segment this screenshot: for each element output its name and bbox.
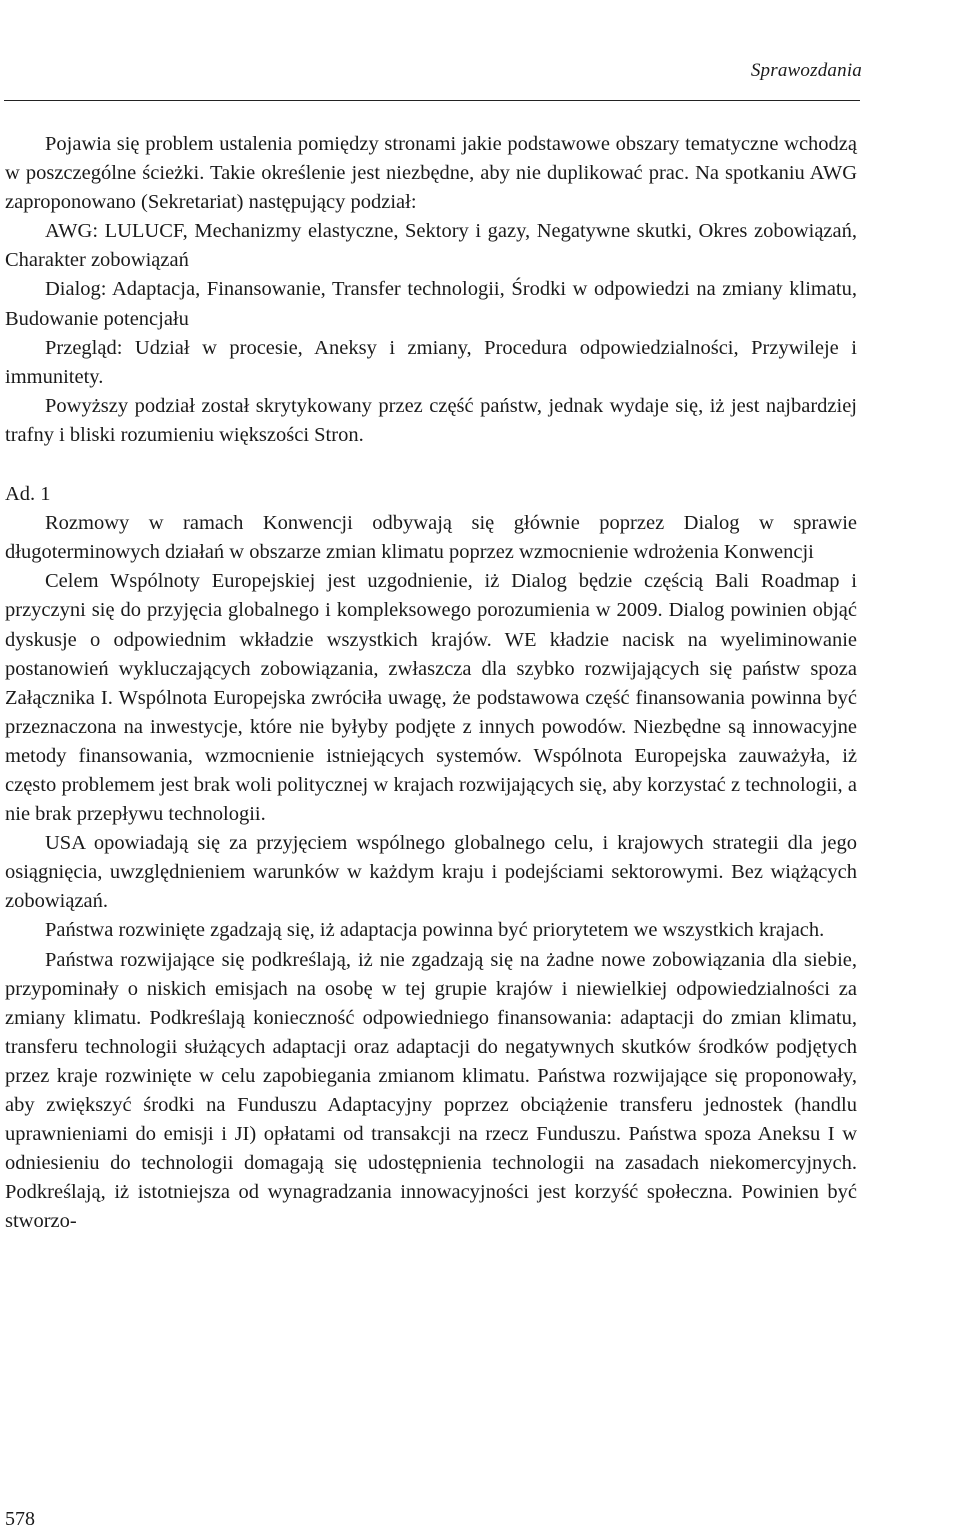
paragraph-we: Celem Wspólnoty Europejskiej jest uzgodnienie, iż Dialog będzie częścią Bali Roadmap i przyczyni się do przyjęcia globalnego i kompleksowego porozumienia w 2009. Dialog powinien objąć dyskusje o odpowiednim wkładzie wszystkich krajów. WE kładzie nacisk na wyeliminowanie postanowień wykluczających zobowiązania, zwłaszcza dla szybko rozwijających się państw spoza Załącznika I. Wspólnota Europejska zwróciła uwagę, że podstawowa część finansowania powinna być przeznaczona na inwestycje, które nie byłyby podjęte z innych powodów. Niezbędne są innowacyjne metody finansowania, wzmocnienie istniejących systemów. Wspólnota Europejska zauważyła, iż często problemem jest brak woli politycznej w krajach rozwijających się, aby korzystać z technologii, a nie brak przepływu technologii.	[5, 570, 857, 826]
paragraph-rozmowy: Rozmowy w ramach Konwencji odbywają się głównie poprzez Dialog w sprawie długoterminowych działań w obszarze zmian klimatu poprzez wzmocnienie wdrożenia Konwencji	[5, 512, 857, 564]
paragraph-awg: AWG: LULUCF, Mechanizmy elastyczne, Sektory i gazy, Negatywne skutki, Okres zobowiązań, Charakter zobowiązań	[5, 220, 857, 272]
paragraph-przeglad: Przegląd: Udział w procesie, Aneksy i zmiany, Procedura odpowiedzialności, Przywileje i immunitety.	[5, 336, 857, 388]
paragraph-intro: Pojawia się problem ustalenia pomiędzy stronami jakie podstawowe obszary tematyczne wchodzą w poszczególne ścieżki. Takie określenie jest niezbędne, aby nie duplikować prac. Na spotkaniu AWG zaproponowano (Sekretariat) następujący podział:	[5, 133, 857, 214]
paragraph-rozwijajace: Państwa rozwijające się podkreślają, iż nie zgadzają się na żadne nowe zobowiązania dla siebie, przypominały o niskich emisjach na osobę w tej grupie krajów i niewielkiej odpowiedzialności za zmiany klimatu. Podkreślają konieczność odpowiedniego finansowania: adaptacji do zmian klimatu, transferu technologii służących adaptacji oraz adaptacji do negatywnych skutków środków podjętych przez kraje rozwinięte w celu zapobiegania zmianom klimatu. Państwa rozwijające się proponowały, aby zwiększyć środki na Funduszu Adaptacyjny poprzez obciążenie transferu jednostek (handlu uprawnieniami do emisji i JI) opłatami od transakcji na rzecz Funduszu. Państwa spoza Aneksu I w odniesieniu do technologii domagają się udostępnienia technologii na zasadach niekomercyjnych. Podkreślają, iż istotniejsza od wynagradzania innowacyjności jest korzyść społeczna. Powinien być stworzo-	[5, 948, 857, 1233]
paragraph-critique: Powyższy podział został skrytykowany przez część państw, jednak wydaje się, iż jest najbardziej trafny i bliski rozumieniu większości Stron.	[5, 394, 857, 446]
section-heading-ad-1: Ad. 1	[5, 483, 51, 506]
header-rule	[4, 100, 860, 101]
page-body	[5, 130, 857, 1236]
running-head: Sprawozdania	[750, 60, 862, 81]
paragraph-usa: USA opowiadają się za przyjęciem wspólnego globalnego celu, i krajowych strategii dla jego osiągnięcia, uwzględnieniem warunków w każdym kraju i podejściami sektorowymi. Bez wiążących zobowiązań.	[5, 832, 857, 913]
page-number: 578	[5, 1508, 35, 1530]
paragraph-rozwiniete: Państwa rozwinięte zgadzają się, iż adaptacja powinna być priorytetem we wszystkich krajach.	[45, 919, 825, 942]
paragraph-dialog: Dialog: Adaptacja, Finansowanie, Transfer technologii, Środki w odpowiedzi na zmiany klimatu, Budowanie potencjału	[5, 278, 857, 330]
